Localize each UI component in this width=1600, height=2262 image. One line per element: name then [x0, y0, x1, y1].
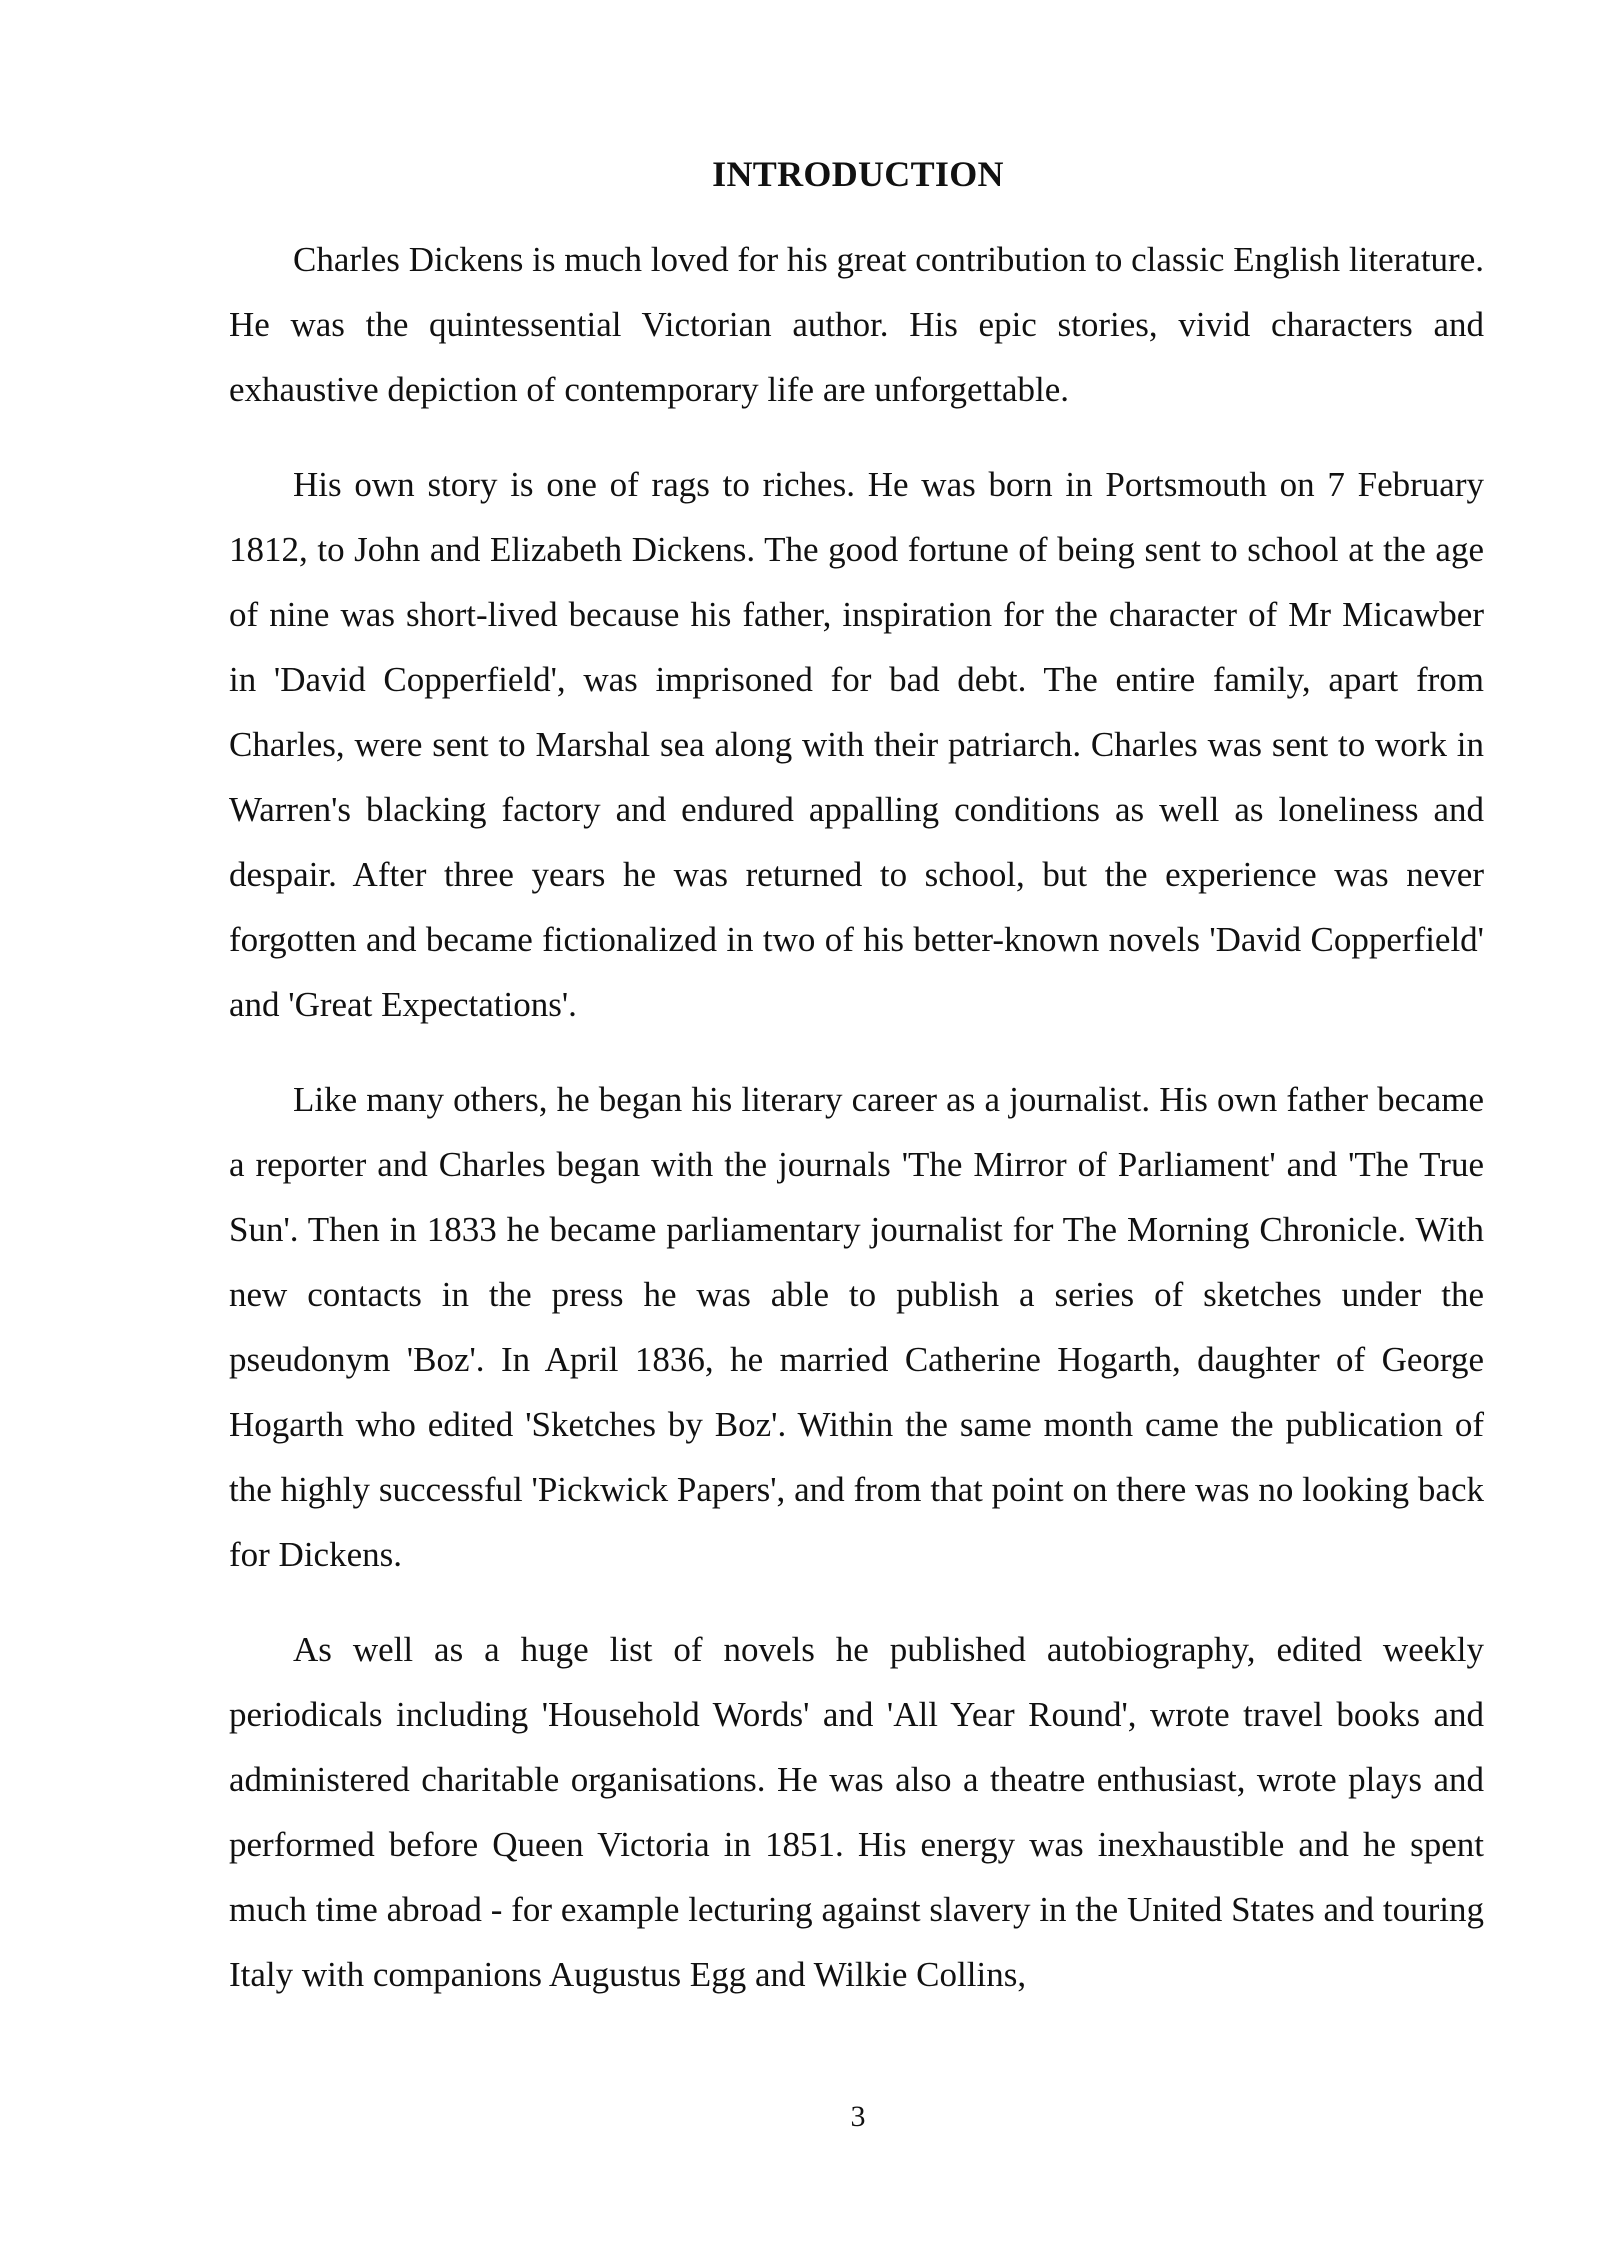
paragraph-2: His own story is one of rags to riches. He was born in Portsmouth on 7 February 1812, to John and Elizabeth Dickens. The good fortune of being sent to school at the age of nine was short-lived because his father, inspiration for the character of Mr Micawber in 'David Copperfield', was imprisoned for bad debt. The entire family, apart from Charles, were sent to Marshal sea along with their patriarch. Charles was sent to work in Warren's blacking factory and endured appalling conditions as well as loneliness and despair. After three years he was returned to school, but the experience was never forgotten and became fictionalized in two of his better-known novels 'David Copperfield' and 'Great Expectations'.	[229, 465, 1484, 1024]
paragraph-1: Charles Dickens is much loved for his great contribution to classic English literature. He was the quintessential Victorian author. His epic stories, vivid characters and exhaustive depiction of contemporary life are unforgettable.	[229, 240, 1484, 409]
page-number: 3	[850, 2100, 866, 2133]
page-title: INTRODUCTION	[712, 154, 1004, 194]
body-text	[229, 227, 1484, 2037]
paragraph-3: Like many others, he began his literary career as a journalist. His own father became a reporter and Charles began with the journals 'The Mirror of Parliament' and 'The True Sun'. Then in 1833 he became parliamentary journalist for The Morning Chronicle. With new contacts in the press he was able to publish a series of sketches under the pseudonym 'Boz'. In April 1836, he married Catherine Hogarth, daughter of George Hogarth who edited 'Sketches by Boz'. Within the same month came the publication of the highly successful 'Pickwick Papers', and from that point on there was no looking back for Dickens.	[229, 1080, 1484, 1574]
paragraph-4: As well as a huge list of novels he published autobiography, edited weekly periodicals including 'Household Words' and 'All Year Round', wrote travel books and administered charitable organisations. He was also a theatre enthusiast, wrote plays and performed before Queen Victoria in 1851. His energy was inexhaustible and he spent much time abroad - for example lecturing against slavery in the United States and touring Italy with companions Augustus Egg and Wilkie Collins,	[229, 1630, 1484, 1994]
